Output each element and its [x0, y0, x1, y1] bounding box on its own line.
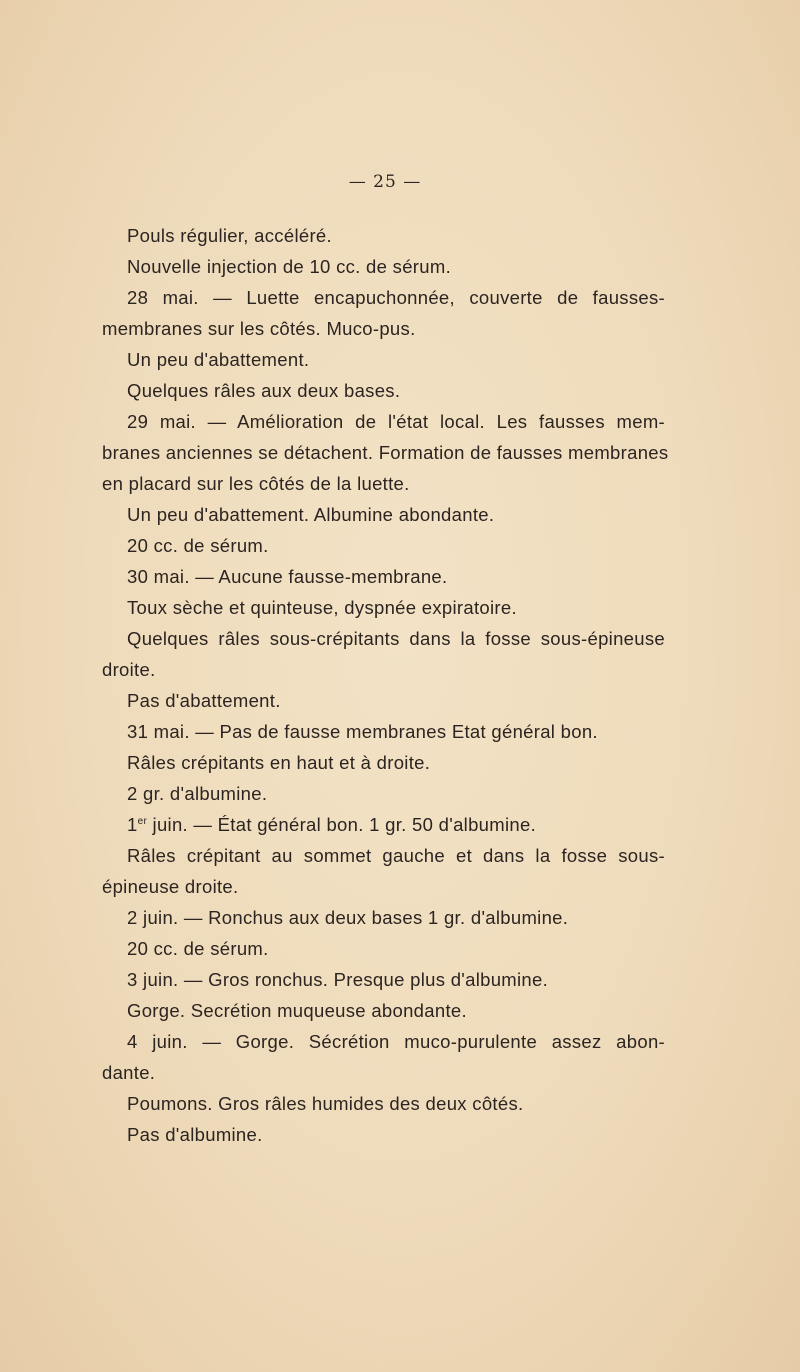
date-number: 1: [127, 814, 138, 835]
text-line: 3 juin. — Gros ronchus. Presque plus d'albumine.: [127, 969, 549, 990]
text-line: 31 mai. — Pas de fausse membranes Etat général bon.: [127, 721, 598, 742]
page-number: — 25 —: [348, 172, 422, 192]
text-line: Un peu d'abattement.: [127, 349, 310, 370]
text-line: en placard sur les côtés de la luette.: [102, 473, 410, 494]
text-line: Pas d'abattement.: [127, 690, 281, 711]
text-line: Nouvelle injection de 10 cc. de sérum.: [127, 256, 452, 277]
text-line: branes anciennes se détachent. Formation de fausses membranes: [102, 442, 669, 463]
text-line: membranes sur les côtés. Muco-pus.: [102, 318, 416, 339]
text-line: 28 mai. — Luette encapuchonnée, couverte de fausses-: [127, 287, 665, 308]
text-line: Un peu d'abattement. Albumine abondante.: [127, 504, 495, 525]
text-line: droite.: [102, 659, 156, 680]
text-line: 2 gr. d'albumine.: [127, 783, 268, 804]
text-line-rest: juin. — État général bon. 1 gr. 50 d'albumine.: [152, 814, 537, 835]
text-line: Gorge. Secrétion muqueuse abondante.: [127, 1000, 467, 1021]
text-line: Pouls régulier, accéléré.: [127, 225, 332, 246]
text-line: Râles crépitant au sommet gauche et dans la fosse sous-: [127, 845, 665, 866]
text-line: Toux sèche et quinteuse, dyspnée expiratoire.: [127, 597, 517, 618]
text-line: 20 cc. de sérum.: [127, 938, 269, 959]
text-line: 2 juin. — Ronchus aux deux bases 1 gr. d'albumine.: [127, 907, 569, 928]
text-line: [127, 814, 536, 836]
text-line: Poumons. Gros râles humides des deux côtés.: [127, 1093, 524, 1114]
text-line: Pas d'albumine.: [127, 1124, 263, 1145]
text-line: 20 cc. de sérum.: [127, 535, 269, 556]
text-line: 29 mai. — Amélioration de l'état local. Les fausses mem-: [127, 411, 665, 432]
date-superscript: er: [137, 816, 148, 827]
text-line: Râles crépitants en haut et à droite.: [127, 752, 431, 773]
text-line: Quelques râles sous-crépitants dans la fosse sous-épineuse: [127, 628, 665, 649]
text-line: épineuse droite.: [102, 876, 239, 897]
text-line: 30 mai. — Aucune fausse-membrane.: [127, 566, 448, 587]
text-line: dante.: [102, 1062, 156, 1083]
text-line: Quelques râles aux deux bases.: [127, 380, 401, 401]
text-line: 4 juin. — Gorge. Sécrétion muco-purulente assez abon-: [127, 1031, 665, 1052]
